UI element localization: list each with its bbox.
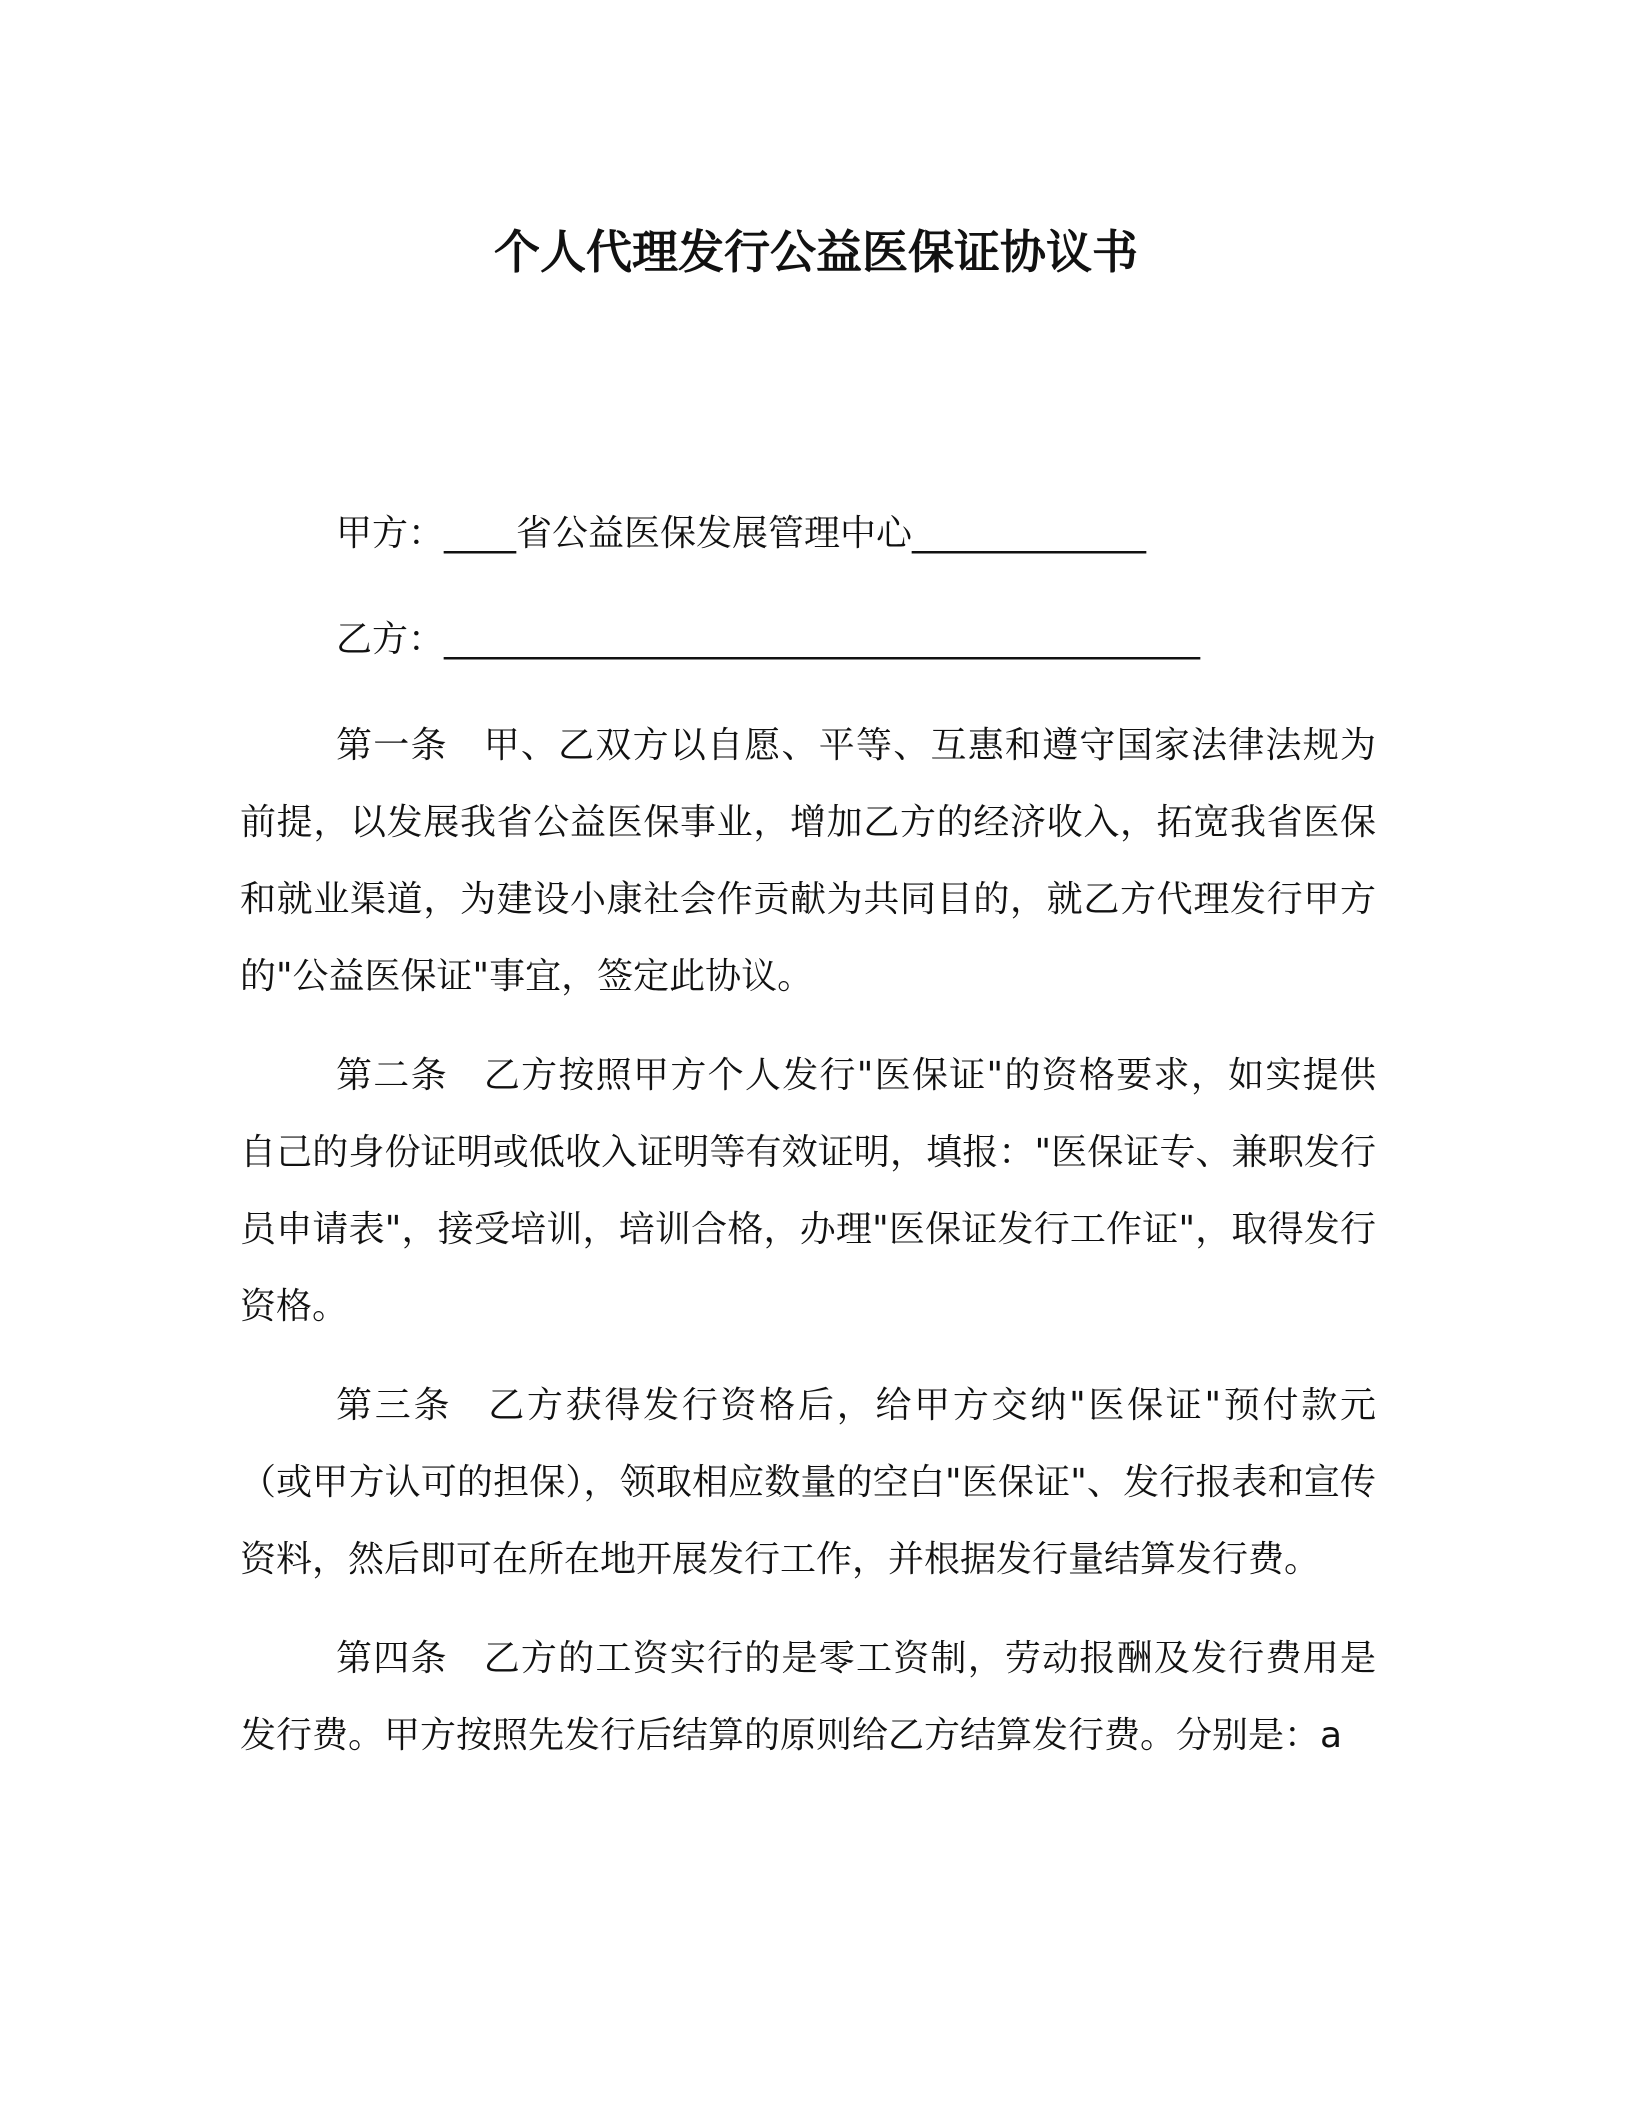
article-1 (240, 707, 1376, 1015)
article-3 (240, 1367, 1376, 1598)
article-4-text: 乙方的工资实行的是零工资制，劳动报酬及发行费用是发行费。甲方按照先发行后结算的原则给乙方结算发行费。分别是：a (240, 1638, 1376, 1756)
document-body (240, 495, 1376, 1796)
article-2 (240, 1037, 1376, 1345)
article-3-text: 乙方获得发行资格后，给甲方交纳"医保证"预付款元（或甲方认可的担保），领取相应数量的空白"医保证"、发行报表和宣传资料，然后即可在所在地开展发行工作，并根据发行量结算发行费。 (240, 1385, 1376, 1580)
article-2-number: 第二条 (336, 1055, 448, 1096)
article-2-text: 乙方按照甲方个人发行"医保证"的资格要求，如实提供自己的身份证明或低收入证明等有效证明，填报："医保证专、兼职发行员申请表"，接受培训，培训合格，办理"医保证发行工作证"，取得发行资格。 (240, 1055, 1376, 1327)
document-title: 个人代理发行公益医保证协议书 (494, 225, 1138, 279)
article-3-number: 第三条 (336, 1385, 453, 1426)
article-1-number: 第一条 (336, 725, 448, 766)
article-1-text: 甲、乙双方以自愿、平等、互惠和遵守国家法律法规为前提，以发展我省公益医保事业，增加乙方的经济收入，拓宽我省医保和就业渠道，为建设小康社会作贡献为共同目的，就乙方代理发行甲方的"公益医保证"事宜，签定此协议。 (240, 725, 1376, 997)
article-4 (240, 1620, 1376, 1774)
article-4-number: 第四条 (336, 1638, 448, 1679)
party-a-line: 甲方：____省公益医保发展管理中心_____________ (336, 513, 1147, 554)
party-b-line: 乙方：__________________________________________ (336, 619, 1201, 660)
